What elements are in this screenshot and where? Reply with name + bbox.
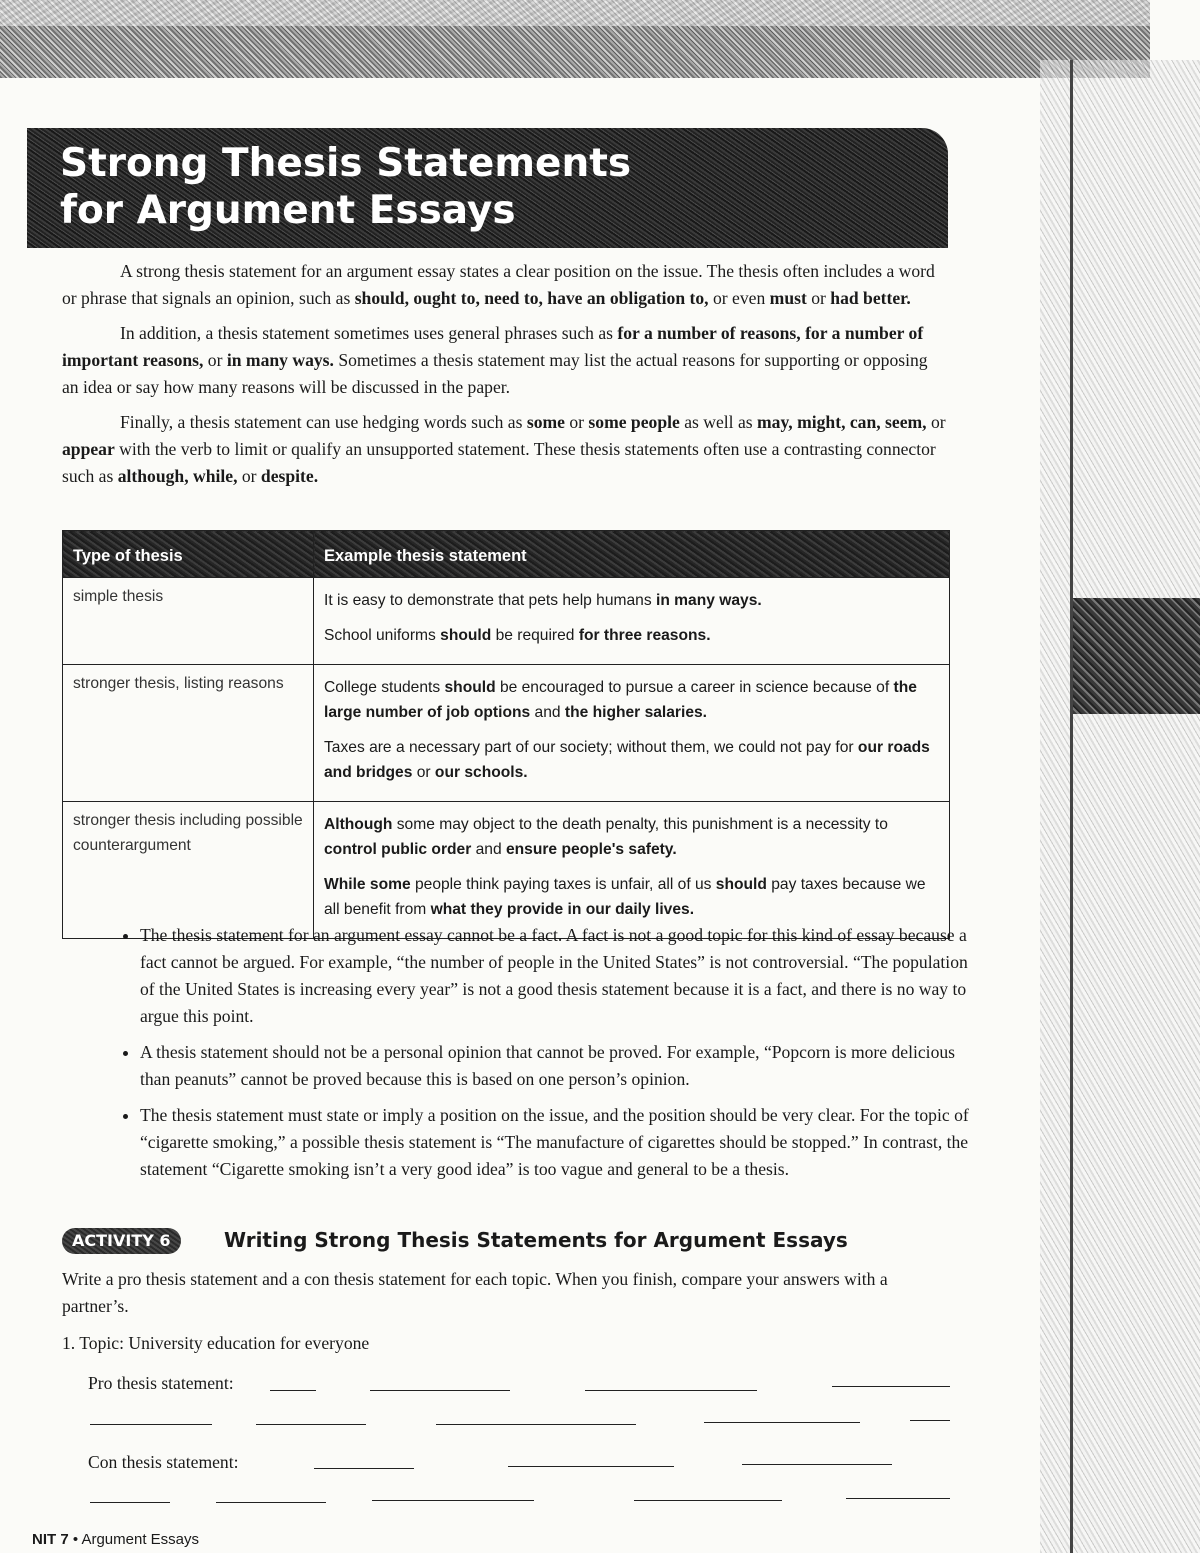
activity-heading [62,1224,952,1256]
pro-thesis-answer-line[interactable] [585,1390,757,1391]
pro-thesis-answer-line[interactable] [704,1422,860,1423]
footer-section: Argument Essays [81,1531,200,1548]
footer-separator: • [72,1531,79,1548]
con-thesis-answer-line[interactable] [314,1468,414,1469]
pro-thesis-answer-line[interactable] [436,1424,636,1425]
table-header-row [63,531,950,578]
con-thesis-answer-line[interactable] [90,1502,170,1503]
example-statement: School uniforms should be required for three reasons. [324,627,711,644]
header-texture-highlight [0,0,1150,26]
thesis-rules-list [118,922,972,1192]
pro-thesis-answer-line[interactable] [370,1390,510,1391]
con-thesis-answer-line[interactable] [372,1500,534,1501]
con-thesis-answer-line[interactable] [508,1466,674,1467]
pro-thesis-answer-line[interactable] [256,1424,366,1425]
con-thesis-answer-line[interactable] [216,1502,326,1503]
page-footer [32,1530,199,1550]
example-cell [314,665,950,802]
intro-text [62,258,946,498]
pro-thesis-answer-line[interactable] [910,1420,950,1421]
topic-1: 1. Topic: University education for everyone [62,1333,370,1353]
pro-thesis-answer-line[interactable] [270,1390,316,1391]
table-row [63,578,950,665]
intro-paragraph-1: A strong thesis statement for an argument essay states a clear position on the issue. The thesis often includes a word or phrase that signals an opinion, such as should, ought to, need to, have an obligation to, or even must or had better. [62,261,935,308]
page-edge-shadow [1040,60,1200,1553]
example-cell [314,578,950,665]
pro-thesis-answer-line[interactable] [90,1424,212,1425]
pro-thesis-answer-line[interactable] [832,1386,950,1387]
example-statement: It is easy to demonstrate that pets help humans in many ways. [324,592,762,609]
page-edge-line [1070,60,1073,1553]
list-item: • A thesis statement should not be a personal opinion that cannot be proved. For example, “Popcorn is more delicious than peanuts” cannot be proved because this is based on one person’s opinion. [140,1039,972,1093]
thesis-examples-table [62,530,950,939]
con-thesis-answer-line[interactable] [634,1500,782,1501]
table-row [63,665,950,802]
page-title-line-1: Strong Thesis Statements [60,141,632,186]
example-statement: Taxes are a necessary part of our society; without them, we could not pay for our roads and bridges or our schools. [324,739,930,781]
table-row [63,802,950,939]
intro-paragraph-2: In addition, a thesis statement sometimes uses general phrases such as for a number of reasons, for a number of important reasons, or in many ways. Sometimes a thesis statement may list the actual reasons for supporting or opposing an idea or say how many reasons will be discussed in the paper. [62,323,928,397]
example-statement: Although some may object to the death penalty, this punishment is a necessity to control public order and ensure people's safety. [324,816,888,858]
list-item: • The thesis statement must state or imply a position on the issue, and the position should be very clear. For the topic of “cigarette smoking,” a possible thesis statement is “The manufacture of cigarettes should be stopped.” In contrast, the statement “Cigarette smoking isn’t a very good idea” is too vague and general to be a thesis. [140,1102,972,1183]
thesis-type-cell: simple thesis [63,578,314,665]
example-cell [314,802,950,939]
footer-unit: NIT 7 [32,1531,69,1548]
page-title [60,140,940,234]
pro-thesis-label: Pro thesis statement: [88,1373,234,1393]
example-statement: While some people think paying taxes is unfair, all of us should pay taxes because we all benefit from what they provide in our daily lives. [324,876,926,918]
activity-badge: ACTIVITY 6 [62,1228,181,1254]
activity-title: Writing Strong Thesis Statements for Argument Essays [224,1228,848,1252]
activity-instructions: Write a pro thesis statement and a con thesis statement for each topic. When you finish, compare your answers with a partner’s. [62,1269,888,1316]
intro-paragraph-3: Finally, a thesis statement can use hedging words such as some or some people as well as may, might, can, seem, or appear with the verb to limit or qualify an unsupported statement. These thesis statements often use a contrasting connector such as although, while, or despite. [62,412,946,486]
example-statement: College students should be encouraged to pursue a career in science because of the large number of job options and the higher salaries. [324,679,917,721]
unit-thumb-tab [1073,598,1200,714]
page-title-line-2: for Argument Essays [60,188,516,233]
con-thesis-answer-line[interactable] [742,1464,892,1465]
column-header-type: Type of thesis [63,531,314,578]
con-thesis-label: Con thesis statement: [88,1452,239,1472]
thesis-type-cell: stronger thesis including possible counterargument [63,802,314,939]
con-thesis-answer-line[interactable] [846,1498,950,1499]
thesis-type-cell: stronger thesis, listing reasons [63,665,314,802]
list-item: • The thesis statement for an argument essay cannot be a fact. A fact is not a good topic for this kind of essay because a fact cannot be argued. For example, “the number of people in the United States” is not controversial. “The population of the United States is increasing every year” is not a good thesis statement because it is a fact, and there is no way to argue this point. [140,922,972,1030]
column-header-example: Example thesis statement [314,531,950,578]
